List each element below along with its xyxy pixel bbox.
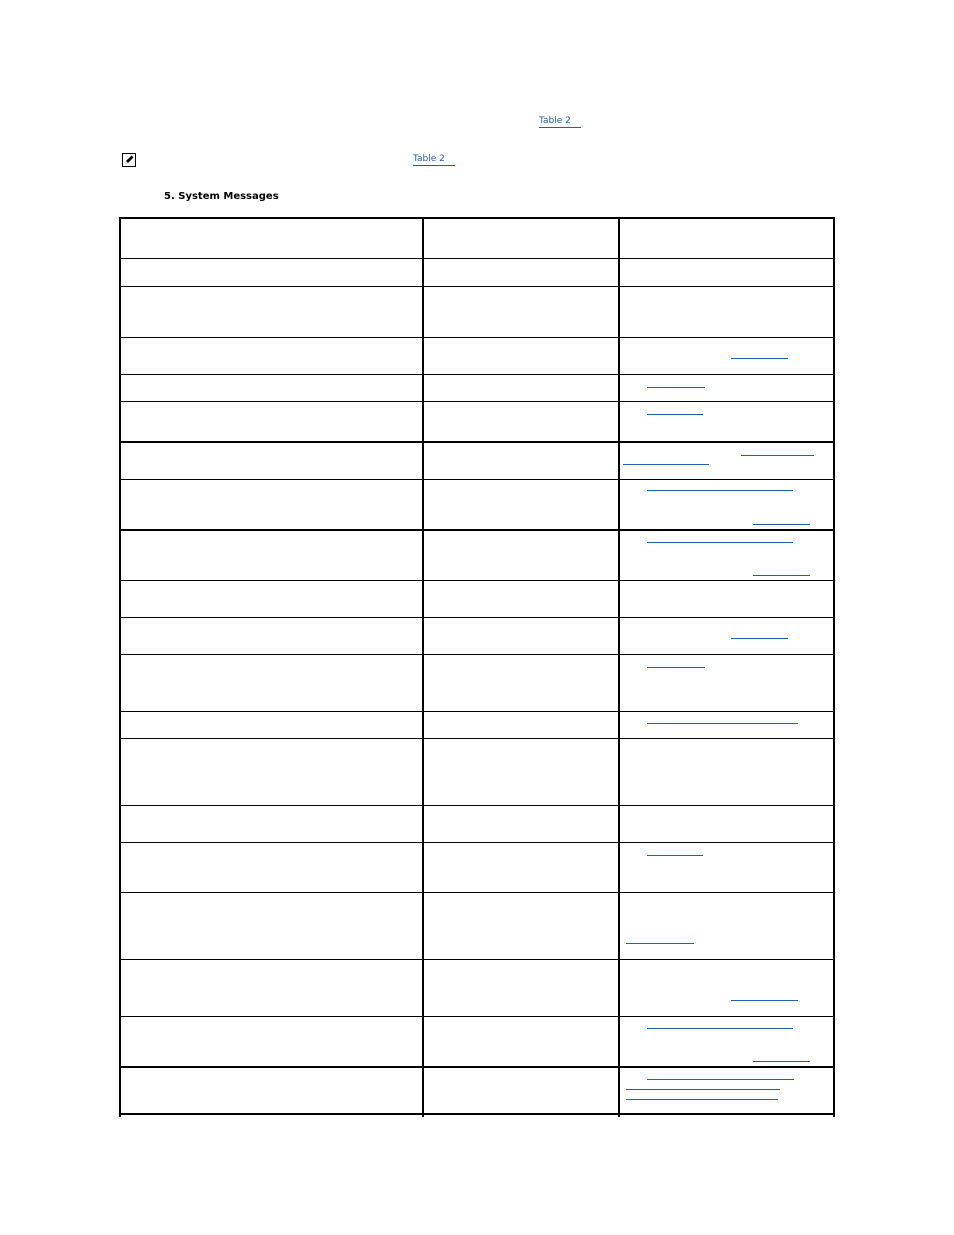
table-row-line <box>119 842 835 843</box>
table-row-line <box>119 580 835 581</box>
table2-link-upper[interactable]: Table 2 <box>539 116 581 128</box>
table-cell-link[interactable] <box>753 1061 810 1062</box>
note-pencil-icon <box>122 153 136 167</box>
table-cell-link[interactable] <box>647 1028 793 1029</box>
table-heading: 5. System Messages <box>164 191 279 202</box>
table-cell-link[interactable] <box>647 387 705 388</box>
table-row-line <box>119 738 835 739</box>
table-row-line <box>119 892 835 893</box>
table-border-left <box>119 217 121 1117</box>
table-cell-link[interactable] <box>647 667 705 668</box>
table-cell-link[interactable] <box>753 575 810 576</box>
table-cell-link[interactable] <box>647 1079 794 1080</box>
table2-link-note[interactable]: Table 2 <box>413 154 455 166</box>
table-cell-link[interactable] <box>647 723 798 724</box>
table-row-line <box>119 617 835 618</box>
table-cell-link[interactable] <box>626 1099 778 1100</box>
table-cell-link[interactable] <box>731 1000 798 1001</box>
table-row-line <box>119 1016 835 1017</box>
system-messages-table <box>119 217 835 1117</box>
table-row-line <box>119 1113 835 1115</box>
table-cell-link[interactable] <box>647 855 703 856</box>
table-row-line <box>119 337 835 338</box>
table-row-line <box>119 441 835 443</box>
table-row-line <box>119 959 835 960</box>
table-cell-link[interactable] <box>647 414 703 415</box>
table-row-line <box>119 286 835 287</box>
table-row-line <box>119 374 835 375</box>
table-divider-1 <box>422 217 424 1117</box>
table-border-right <box>833 217 835 1117</box>
table-row-line <box>119 529 835 531</box>
table-row-line <box>119 654 835 655</box>
table-cell-link[interactable] <box>741 455 814 456</box>
table-cell-link[interactable] <box>647 542 793 543</box>
table-cell-link[interactable] <box>731 638 788 639</box>
table-row-line <box>119 258 835 259</box>
table-row-line <box>119 1066 835 1068</box>
table-cell-link[interactable] <box>626 943 694 944</box>
table-row-line <box>119 479 835 480</box>
table-cell-link[interactable] <box>731 358 788 359</box>
table-cell-link[interactable] <box>647 490 793 491</box>
table-cell-link[interactable] <box>753 524 810 525</box>
table-row-line <box>119 711 835 712</box>
table-divider-2 <box>618 217 620 1117</box>
table-cell-link[interactable] <box>626 1089 780 1090</box>
table-cell-link[interactable] <box>623 464 709 465</box>
table-row-line <box>119 805 835 806</box>
table-border-top <box>119 217 835 219</box>
table-row-line <box>119 401 835 402</box>
